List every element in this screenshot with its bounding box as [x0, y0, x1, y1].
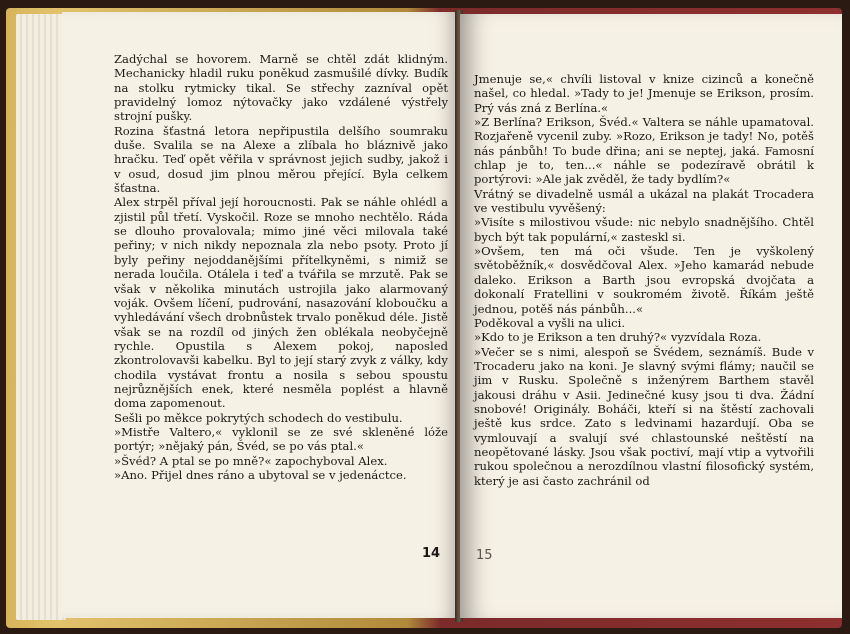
page-number-left: 14: [422, 546, 441, 561]
paragraph: »Kdo to je Erikson a ten druhý?« vyzvídala Roza.: [474, 330, 762, 345]
paragraph: »Ovšem, ten má oči všude. Ten je vyškolený světoběžník,« dosvědčoval Alex. »Jeho kamarád nebude daleko. Erikson a Barth jsou evropská dvojčata a dokonalí Fratellini v soukromém životě. Říkám ještě jednou, potěš nás pánbůh...«: [474, 244, 814, 316]
paragraph: Rozina šťastná letora nepřipustila delšího soumraku duše. Svalila se na Alexe a zlíbala ho bláznivě jako hračku. Teď opět věřila v správnost jejich sudby, jakož i v osud, dosud jim plnou měrou přející. Byla celkem šťastna.: [114, 123, 448, 196]
left-page: [62, 12, 458, 618]
paragraph: Sešli po měkce pokrytých schodech do vestibulu.: [114, 410, 403, 425]
paragraph: »Z Berlína? Erikson, Švéd.« Valtera se náhle upamatoval. Rozjařeně vycenil zuby. »Rozo, Erikson je tady! No, potěš nás pánbůh! To bude dřina; ani se neptej, jaká. Famosní chlap je to, ten...« náhle se podezíravě obrátil k portýrovi: »Ale jak zvěděl, že tady bydlím?«: [474, 115, 814, 187]
paragraph: Vrátný se divadelně usmál a ukázal na plakát Trocadera ve vestibulu vyvěšený:: [474, 186, 814, 216]
paragraph: »Mistře Valtero,« vyklonil se ze své skleněné lóže portýr; »nějaký pán, Švéd, se po vás ptal.«: [114, 424, 448, 454]
right-page-text: [474, 72, 814, 488]
right-page: [460, 14, 842, 618]
paragraph: Alex strpěl příval její horoucnosti. Pak se náhle ohlédl a zjistil půl třetí. Vyskočil. Roze se mnoho nechtělo. Ráda se dlouho provalovala; mimo jiné věci milovala také peřiny; v nich nikdy nepoznala zla nebo psoty. Proto jí byly peřiny nejoddanějšími přítelkyněmi, s nimiž se nerada loučila. Otálela i teď a tvářila se mrzutě. Pak se však v několika minutách ustrojila jako alarmovaný voják. Ovšem líčení, pudrování, nasazování kloboučku a vyhledávání všech drobnůstek trvalo poněkud déle. Jistě však se na rozdíl od jiných žen oblékala neobyčejně rychle. Opustila s Alexem pokoj, naposled zkontrolovavši kabelku. Byl to její starý zvyk z války, kdy chodila vystávat frontu a nosila s sebou spoustu nejrůznějších enek, které nesměla poplést a hlavně doma zapomenout.: [114, 195, 448, 411]
paragraph: »Večer se s nimi, alespoň se Švédem, seznámíš. Bude v Trocaderu jako na koni. Je slavný svými flámy; naučil se jim v Rusku. Společně s inženýrem Barthem stavěl jakousi dráhu v Asii. Jedinečné kusy jsou ti dva. Žádní snobové! Originály. Boháči, kteří si na štěstí zachovali ještě kus srdce. Zato s ledvinami hazardují. Oba se vymlouvají a svalují své chlastounské neštěstí na neopětované lásky. Jsou však poctiví, mají vtip a vytvořili rukou společnou a nerozdílnou vlastní filosofický systém, který je asi často zachránil od: [474, 344, 814, 488]
paragraph: Zadýchal se hovorem. Marně se chtěl zdát klidným. Mechanicky hladil ruku poněkud zasmušilé dívky. Budík na stolku rytmicky tikal. Se střechy zazníval opět pravidelný lomoz nýtovačky jako vzdálené výstřely strojní pušky.: [114, 52, 448, 124]
paragraph: »Visíte s milostivou všude: nic nebylo snadnějšího. Chtěl bych být tak populární,« zasteskl si.: [474, 215, 814, 244]
paragraph: »Švéd? A ptal se po mně?« zapochyboval Alex.: [114, 453, 388, 468]
paragraph: »Ano. Přijel dnes ráno a ubytoval se v jedenáctce.: [114, 467, 407, 482]
left-page-text: [114, 52, 448, 482]
paragraph: Jmenuje se,« chvíli listoval v knize cizinců a konečně našel, co hledal. »Tady to je! Jmenuje se Erikson, prosím. Prý vás zná z Berlína.«: [474, 72, 814, 115]
paragraph: Poděkoval a vyšli na ulici.: [474, 315, 626, 330]
page-number-right: 15: [476, 548, 493, 563]
page-edges: [16, 14, 66, 620]
